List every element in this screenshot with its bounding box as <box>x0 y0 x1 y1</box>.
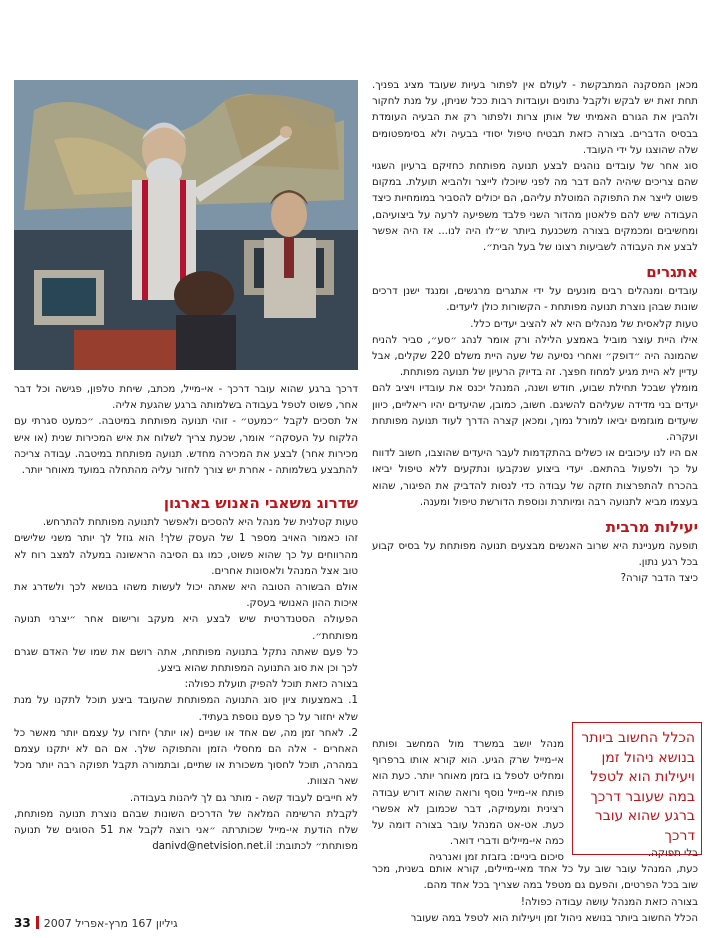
paragraph: מכאן המסקנה המתבקשת - לעולם אין לפתור בעיות שעובד מציג בפניך. תחת זאת יש לבקש ולקבל נתונים ועובדות רבות ככל שניתן, על מנת לחקור ולהבין את הגורם האמיתי של אותן צרות ולפתור רק את הבעיה העומדת בבסיס הדברים. בצורה כזאת תבטיח טיפול יסודי בבעיה ולא בסימפטומים שלה שהוצגו על ידי העובד. <box>372 80 698 156</box>
paragraph: הכלל החשוב ביותר בנושא ניהול זמן ויעילות הוא לטפל במה שעובר <box>410 912 698 924</box>
list-item: 2. לאחר זמן מה, שם אחד או שניים (או יותר) יחזרו על עצמם יותר מאשר כל האחרים - אלה הם מחסלי הזמן והתפוקה שלך. אם הם לא יתקנו עצמם במהרה, תוכל לחסוך משכורת או שתיים, ובתמורה תקבל תפוקה רבה יותר מכל שאר הצוות. <box>14 727 358 788</box>
footer-divider <box>36 916 39 929</box>
paragraph: אל תסכים לקבל ״כמעט״ - זוהי תנועה מפותחת במיטבה. ״כמעט סגרתי עם הלקוח על העסקה״ אומר, שכעת צריך לשלוח את איש המכירות שנית (או איש מכירות אחר) לבצע את המכירה מחדש. תנועה מפותחת במיטבה. עבודה צריכה להתבצע בשלמותה - אחרת יש צורך לחזור עליה מהתחלה במועד מאוחר יותר. <box>14 416 358 477</box>
paragraph: אילו היית עוצר מוביל באמצע הלילה ורק אומר לנהג ״סע״, סביר להניח שהמונה היה ״דופק״ ואחרי נסיעה של שעה היית משלם 220 שקלים, אבל עדיין לא היית מגיע למחוז חפצך. זה בדיוק הרעיון של תנועה מפותחת. <box>372 334 698 379</box>
article-photo <box>14 80 358 370</box>
paragraph: זהו כאמור האויב מספר 1 של העסק שלך! הוא גוזל לך יותר משני שלישים מהרווחים על כך שהוא פשוט, כמו גם הסיבה הראשונה במעלה למצב רוח לא טוב אצל המנהל ולאסונות אחרים. <box>14 533 359 577</box>
paragraph: בצורה כזאת המנהל עושה עבודה כפולה! <box>520 896 698 908</box>
paragraph: מנהל יושב במשרד מול המחשב ופותח אי-מייל שרק הגיע. הוא קורא אותו ברפרוף ומחליט לטפל בו בזמן מאוחר יותר. כעת הוא פותח אי-מייל נוסף ורואה שהוא דורש עבודה רצינית ומעמיקה, דבר שכמובן לא אפשרי כעת. אט-אט המנהל עובר בצורה דומה על כמה אי-מיילים ודברי דואר. <box>372 739 564 848</box>
paragraph: אם היו לנו עיכובים או כשלים בהתקדמות לעבר היעדים שהוצבו, חשוב לדווח על כך ולפעול בהתאם. יעדי ביצוע שנקבעו ונתקעים ללא טיפול יביאו בהכרח להתפרצות חזקה של עבודה כדי לנסות להדביק את הפיגור, שהוא בעצמו מביא לתנועה רבה ומיותרת ונוספת הדורשת טיפול ומענה. <box>372 448 698 508</box>
section-heading-obstacles: אתגרים <box>646 263 698 282</box>
paragraph: כיצד הדבר קורה? <box>620 573 698 585</box>
paragraph: בצורה כזאת תוכל להפיק תועלת כפולה: <box>184 679 358 691</box>
paragraph: דרכך ברגע שהוא עובר דרכך - אי-מייל, מכתב, שיחת טלפון, פגישה וכל דבר אחר, פשוט לטפל בעבודה בשלמותה ברגע שהגעת אליה. <box>14 384 358 412</box>
paragraph: כל פעם שאתה נתקל בתנועה מפותחת, אתה רושם את שמו של האדם שגרם לכך וכן את סוג התנועה המפותחת שהוא ביצע. <box>14 646 358 675</box>
section-heading-resources: שדרוג משאבי האנוש בארגון <box>163 494 358 513</box>
left-column <box>14 382 358 855</box>
paragraph: טעות קלאסית של מנהלים היא לא להציב יעדים כלל. <box>470 318 698 330</box>
section-heading-efficiency: יעילות מרבית <box>605 518 698 537</box>
paragraph: בלי תפוקה. <box>647 848 698 859</box>
paragraph: סוג אחר של עובדים נוהגים לבצע תנועה מפותחת כחזיקם ברעיון השגוי שהם צריכים שיהיה להם דבר מה לפני שיוכלו לייצר ולהביא תועלת. במקום פשוט לייצר את התפוקה המוטלת עליהם, הם יכולים להסביר במומחיות כיצד העבודה שיש להם פלאטון מהדור השני פלבד משפיעה לרעה על ביצועיהם, ומחשיבים ומכמקים בצורה משכנעת ביותר ש״לו היה לנו... אז היה אפשר לבצע את העבודה לשביעות רצונו של בעל הבית״. <box>372 161 698 254</box>
paragraph: עובדים ומנהלים רבים מונעים על ידי אתגרים מרגשים, ומנגד ישנן דרכים שונות שבהן נוצרת תנועה מפותחת - הקשורות כולן ליעדים. <box>372 286 698 314</box>
numbered-list <box>14 693 358 790</box>
right-column-bottom <box>372 846 698 927</box>
paragraph: הפעולה הסטנדרטית שיש לבצע היא מעקב ורישום אחר ״יצרני תנועה מפותחת״. <box>14 614 358 642</box>
pull-quote: הכלל החשוב ביותר בנושא ניהול זמן ויעילות הוא לטפל במה שעובר דרכך ברגע שהוא עובר דרכך <box>572 722 702 855</box>
paragraph: לקבלת הרשימה המלאה של הדרכים השונות שבהם נוצרת תנועה מפותחת, שלח הודעת אי-מייל שכותרתה ״אני רוצה לקבל את 51 הסוגים של תנועה מפותחת״ לכתובת: danivd@netvision.net.il <box>14 808 358 853</box>
paragraph: טעות קטלנית של מנהל היא להסכים ולאפשר לתנועה מפותחת להתרחש. <box>42 517 358 529</box>
issue-info: גיליון 167 מרץ-אפריל 2007 <box>43 917 178 930</box>
paragraph: תופעה מעניינת היא שרוב האנשים מבצעים תנועה מפותחת על בסיס קבוע בכל רגע נתון. <box>372 541 698 569</box>
paragraph: מומלץ שבכל תחילת שבוע, חודש ושנה, המנהל יכנס את עובדיו ויציב להם יעדים בני מדידה שעליהם להשיגם. חשוב, כמובן, שהיעדים יהיו ריאליים, כיוון שיעדים מוגזמים יביאו למורל נמוך, ומכאן קצרה הדרך לעוד תנועה מפותחת ועקרה. <box>372 383 698 444</box>
paragraph: לא חייבים לעבוד קשה - מותר גם לך ליהנות בעבודה. <box>129 792 358 804</box>
paragraph: סיכום ביניים: בזבזת זמן ואנרגיה <box>428 852 564 864</box>
page-number: 33 <box>14 916 31 930</box>
paragraph: אולם הבשורה הטובה היא שאתה יכול לעשות משהו בנושא לכך ולשדרג את איכות ההון האנושי בעסק. <box>14 582 358 610</box>
page-footer <box>14 914 214 932</box>
right-column <box>372 78 698 588</box>
list-item: 1. באמצעות ציון סוג התנועה המפותחת שהעובד ביצע תוכל לתקנו על מנת שלא יחזור על כך פעם נוספת בעתיד. <box>14 695 358 723</box>
office-photo-illustration <box>14 80 358 370</box>
paragraph: כעת, המנהל עובר שוב על כל אחד מאי-מיילים, קורא אותם בשנית, מכר שוב בכל הפרטים, והפעם גם מטפל במה שצריך בכל אחד מהם. <box>372 864 698 892</box>
